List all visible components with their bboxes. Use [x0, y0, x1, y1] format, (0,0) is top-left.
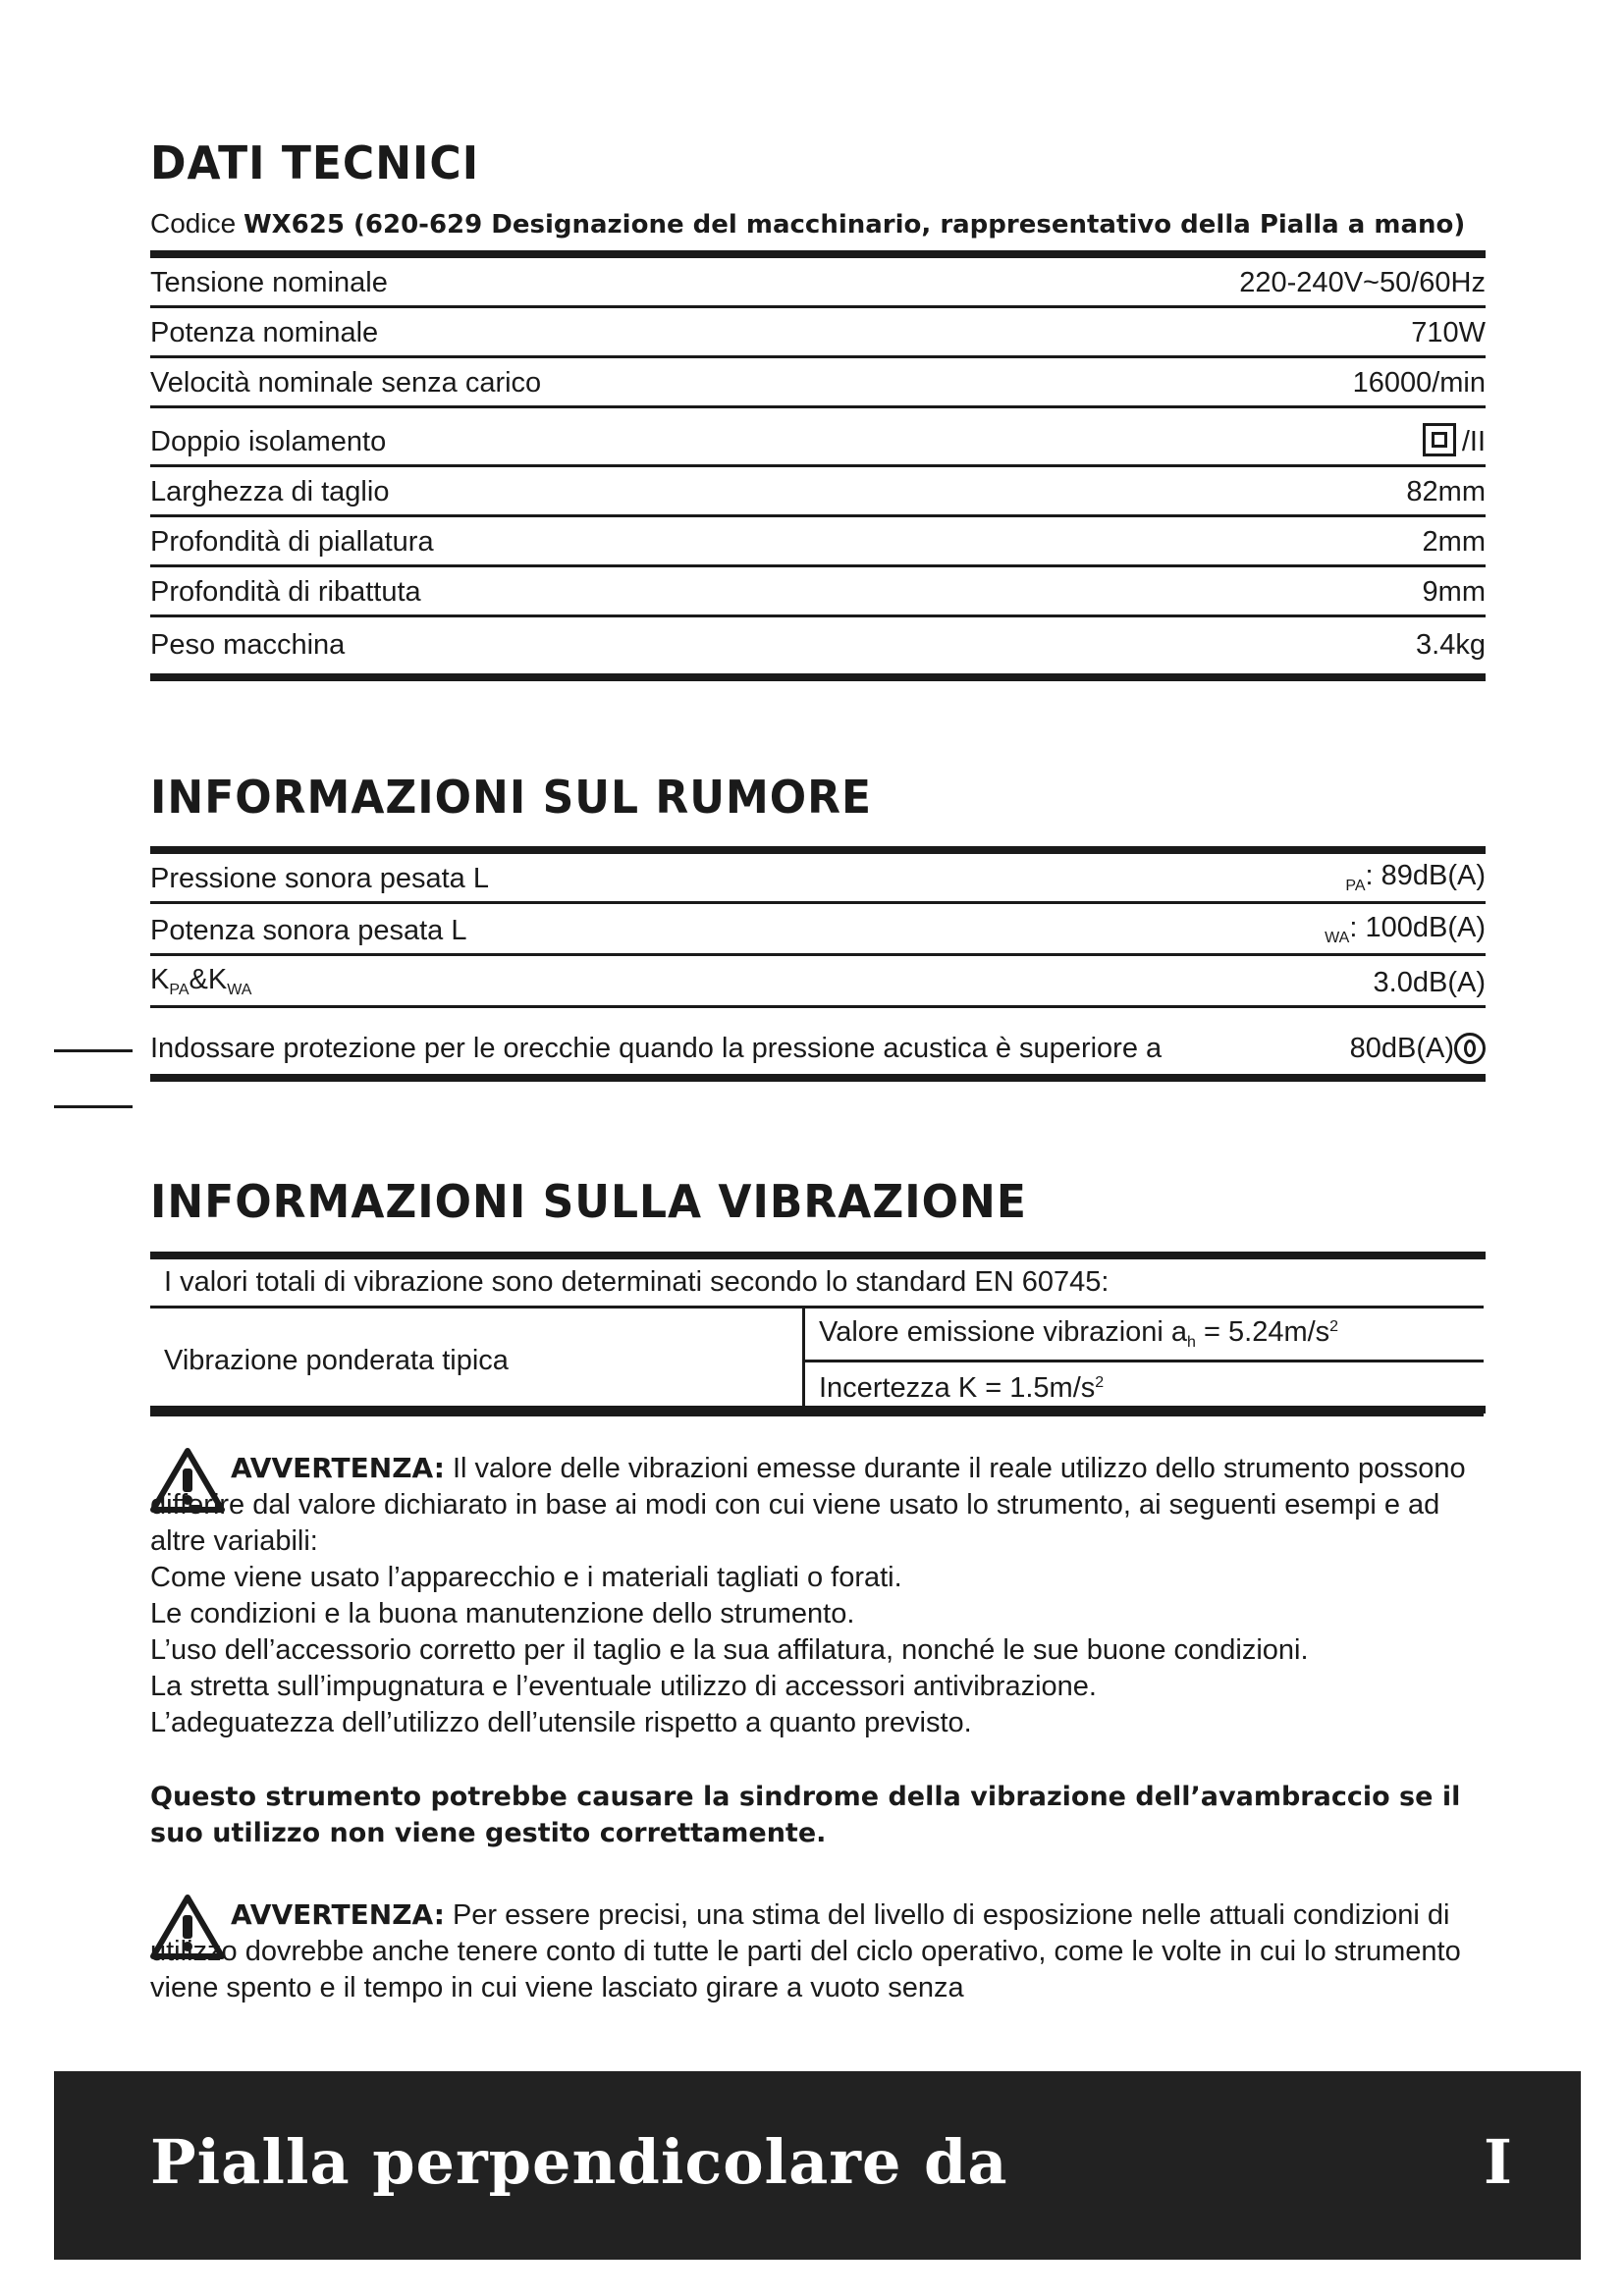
k-symbol-2: &K — [189, 964, 228, 995]
tech-top-rule — [150, 250, 1486, 258]
spec-value: 82mm — [1406, 476, 1486, 507]
emission-value: = 5.24m/s — [1195, 1316, 1330, 1348]
emission-sub: h — [1187, 1334, 1196, 1351]
spec-row — [150, 517, 1486, 567]
warning-1-label: AVVERTENZA: — [231, 1452, 445, 1484]
forearm-vibration-note: Questo strumento potrebbe causare la sindrome della vibrazione dell’avambraccio se il suo utilizzo non viene gestito correttamente. — [150, 1782, 1461, 1848]
spec-value: 16000/min — [1352, 367, 1486, 399]
noise-number: : 89dB(A) — [1365, 860, 1486, 891]
margin-mark — [54, 1105, 133, 1108]
warning-1-item: L’uso dell’accessorio corretto per il taglio e la sua affilatura, nonché le sue buone condizioni. — [150, 1634, 1309, 1666]
warning-2-text — [150, 1896, 1495, 2006]
noise-value: 3.0dB(A) — [1373, 967, 1486, 998]
code-value: WX625 (620-629 Designazione del macchinario, rappresentativo della Pialla a mano) — [243, 210, 1466, 240]
emission-label: Valore emissione vibrazioni a — [819, 1316, 1188, 1348]
warning-2-label: AVVERTENZA: — [231, 1898, 445, 1931]
noise-top-rule — [150, 846, 1486, 854]
uncertainty-value: Incertezza K = 1.5m/s — [819, 1371, 1096, 1404]
k-sub-wa: WA — [227, 982, 252, 998]
spec-label: Potenza nominale — [150, 317, 379, 348]
spec-value-double-insulation — [1423, 423, 1486, 458]
vibration-left-label: Vibrazione ponderata tipica — [150, 1308, 804, 1415]
spec-row — [150, 408, 1486, 467]
footer-title: Pialla perpendicolare da — [150, 2126, 1008, 2198]
noise-title: INFORMAZIONI SUL RUMORE — [150, 772, 873, 825]
spec-label: Profondità di piallatura — [150, 526, 434, 558]
noise-sub: PA — [1345, 878, 1366, 894]
spec-label: Doppio isolamento — [150, 426, 387, 457]
warning-2-body: Per essere precisi, una stima del livello di esposizione nelle attuali condizioni di utilizzo dovrebbe anche tenere conto di tutte le parti del ciclo operativo, come le volte in cui lo strumento viene spento e il tempo in cui viene lasciato girare a vuoto senza — [150, 1899, 1461, 2003]
warning-1-item: L’adeguatezza dell’utilizzo dell’utensile rispetto a quanto previsto. — [150, 1707, 972, 1738]
double-insulation-icon — [1423, 423, 1456, 456]
spec-value: 710W — [1411, 317, 1486, 348]
ear-protection-icon — [1454, 1033, 1486, 1064]
noise-number: : 100dB(A) — [1349, 912, 1486, 943]
noise-value — [1350, 1033, 1486, 1065]
noise-row — [150, 1008, 1486, 1071]
tech-bottom-rule — [150, 673, 1486, 681]
spec-label: Tensione nominale — [150, 267, 388, 298]
vibration-emission — [804, 1308, 1485, 1362]
footer-language-code: I — [1483, 2126, 1512, 2198]
vibration-title: INFORMAZIONI SULLA VIBRAZIONE — [150, 1176, 1027, 1229]
uncertainty-sup: 2 — [1095, 1373, 1105, 1391]
emission-sup: 2 — [1329, 1318, 1339, 1335]
spec-label: Larghezza di taglio — [150, 476, 390, 507]
model-code-line — [150, 208, 1486, 240]
warning-1-body: Il valore delle vibrazioni emesse durante il reale utilizzo dello strumento possono differire dal valore dichiarato in base ai modi con cui viene usato lo strumento, ai seguenti esempi e ad altre variabili: — [150, 1453, 1466, 1557]
spec-row — [150, 308, 1486, 358]
vibration-table — [150, 1258, 1484, 1416]
noise-table — [150, 854, 1486, 1071]
noise-label: Pressione sonora pesata L — [150, 863, 489, 894]
noise-value — [1325, 912, 1486, 947]
vibration-intro: I valori totali di vibrazione sono determinati secondo lo standard EN 60745: — [150, 1258, 1484, 1308]
noise-bottom-rule — [150, 1074, 1486, 1082]
code-label: Codice — [150, 208, 237, 239]
noise-sub: WA — [1325, 930, 1350, 946]
noise-label: Indossare protezione per le orecchie quando la pressione acustica è superiore a — [150, 1033, 1163, 1064]
noise-row — [150, 956, 1486, 1008]
spec-row — [150, 358, 1486, 408]
double-insulation-class: /II — [1461, 426, 1486, 457]
noise-number: 80dB(A) — [1349, 1033, 1454, 1064]
k-sub-pa: PA — [169, 982, 189, 998]
warning-1-item: Le condizioni e la buona manutenzione dello strumento. — [150, 1598, 855, 1629]
spec-label: Peso macchina — [150, 629, 346, 661]
footer-band — [54, 2071, 1581, 2260]
k-symbol: K — [150, 964, 170, 995]
spec-row — [150, 617, 1486, 667]
vibration-bottom-rule — [150, 1406, 1486, 1414]
spec-value: 220-240V~50/60Hz — [1239, 267, 1486, 298]
noise-row — [150, 854, 1486, 904]
noise-label: Potenza sonora pesata L — [150, 915, 467, 946]
spec-label: Velocità nominale senza carico — [150, 367, 542, 399]
warning-1-text — [150, 1450, 1495, 1741]
spec-row — [150, 258, 1486, 308]
noise-value — [1345, 860, 1486, 895]
margin-mark — [54, 1049, 133, 1052]
spec-value: 3.4kg — [1416, 629, 1486, 661]
spec-value: 2mm — [1422, 526, 1486, 558]
spec-label: Profondità di ribattuta — [150, 576, 421, 608]
warning-1-item: Come viene usato l’apparecchio e i materiali tagliati o forati. — [150, 1562, 902, 1593]
noise-row — [150, 904, 1486, 956]
tech-spec-table — [150, 258, 1486, 667]
spec-row — [150, 467, 1486, 517]
warning-1-item: La stretta sull’impugnatura e l’eventuale utilizzo di accessori antivibrazione. — [150, 1671, 1097, 1702]
spec-value: 9mm — [1422, 576, 1486, 608]
spec-row — [150, 567, 1486, 617]
tech-title: DATI TECNICI — [150, 137, 480, 190]
noise-label-k — [150, 964, 251, 999]
